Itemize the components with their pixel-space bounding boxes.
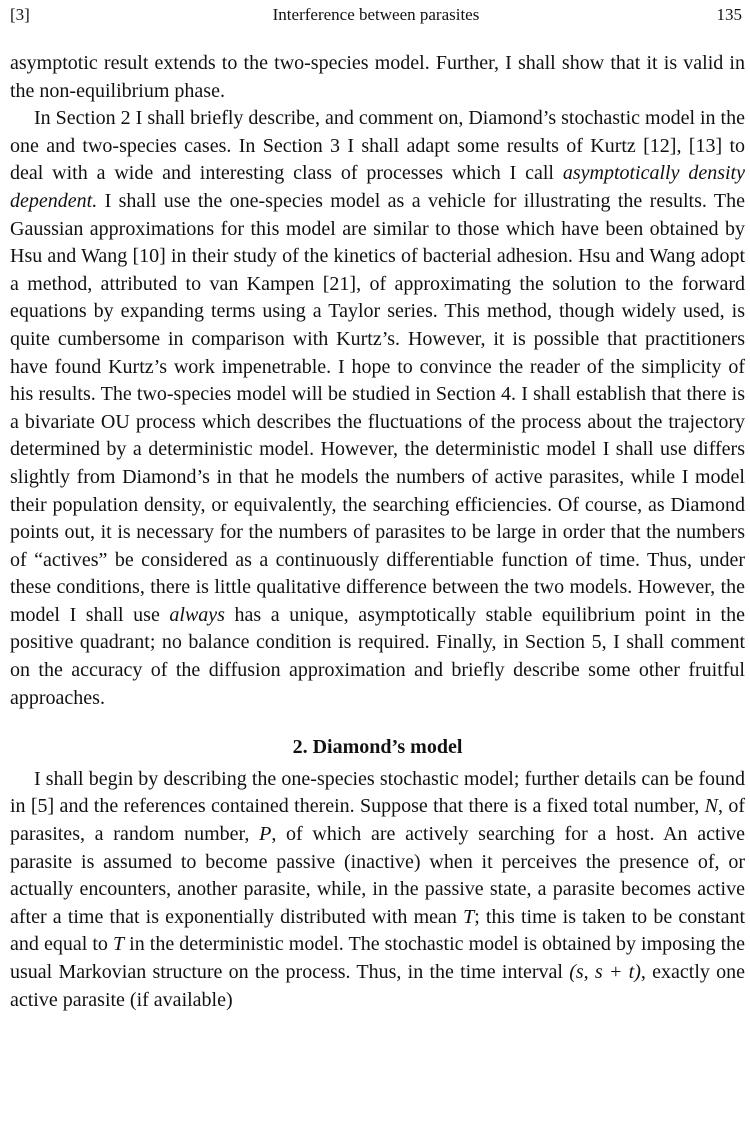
running-head <box>10 2 742 28</box>
outline-text-2: I shall use the one-species model as a vehicle for illustrating the results. The Gaussian approximations for this model are similar to those which have been obtained by Hsu and Wang [10] in their study of the kinetics of bacterial adhesion. Hsu and Wang adopt a method, attributed to van Kampen [21], of approximating the solution to the forward equations by expanding terms using a Taylor series. This method, though widely used, is quite cumbersome in comparison with Kurtz’s. However, it is possible that practitioners have found Kurtz’s work impenetrable. I hope to convince the reader of the simplicity of his results. The two-species model will be studied in Section 4. I shall establish that there is a bivariate OU process which describes the fluctuations of the process about the trajectory determined by a deterministic model. However, the deterministic model I shall use differs slightly from Diamond’s in that he models the numbers of active parasites, while I model their population density, or equivalently, the searching efficiencies. Of course, as Diamond points out, it is necessary for the numbers of parasites to be large in order that the numbers of “actives” be considered as a continuously differentiable function of time. Thus, under these conditions, there is little qualitative difference between the two models. However, the model I shall use <box>10 189 745 626</box>
model-text-1: I shall begin by describing the one-species stochastic model; further details can be found in [5] and the references contained therein. Suppose that there is a fixed total number, <box>10 767 745 818</box>
outline-emphasis-term: asymptotically density dependent. <box>10 162 745 212</box>
running-title: Interference between parasites <box>272 5 480 24</box>
model-text-5: in the deterministic model. The stochastic model is obtained by imposing the usual Markovian structure on the process. Thus, in the time interval <box>10 933 746 983</box>
paragraph-continuation: asymptotic result extends to the two-species model. Further, I shall show that it is valid in the non-equilibrium phase. <box>10 52 745 102</box>
paragraph-model <box>10 766 745 1014</box>
outline-emphasis-always: always <box>169 603 225 626</box>
paragraph-outline <box>10 105 745 712</box>
model-text-4: ; this time is taken to be constant and equal to <box>10 905 746 956</box>
section-reference: [3] <box>10 5 30 24</box>
model-text-6: , exactly one active parasite (if available) <box>10 961 745 1011</box>
outline-text-1: In Section 2 I shall briefly describe, and comment on, Diamond’s stochastic model in the one and two-species cases. In Section 3 I shall adapt some results of Kurtz [12], [13] to deal with a wide and interesting class of processes which I call <box>10 107 745 185</box>
model-text-3: , of which are actively searching for a host. An active parasite is assumed to become passive (inactive) when it perceives the presence of, or actually encounters, another parasite, while, in the passive state, a parasite becomes active after a time that is exponentially distributed with mean <box>10 823 745 928</box>
symbol-T-deterministic: T <box>112 933 125 956</box>
page-number: 135 <box>716 5 742 24</box>
model-text-2: , of parasites, a random number, <box>10 795 745 846</box>
symbol-P: P <box>259 823 272 846</box>
symbol-N: N <box>704 795 718 818</box>
body-text <box>10 50 745 1014</box>
section-heading: 2. Diamond’s model <box>292 736 463 759</box>
outline-text-3: has a unique, asymptotically stable equilibrium point in the positive quadrant; no balance condition is required. Finally, in Section 5, I shall comment on the accuracy of the diffusion approximation and briefly describe some other fruitful approaches. <box>10 603 745 709</box>
symbol-T: T <box>463 905 475 928</box>
time-interval: (s, s + t) <box>569 961 641 983</box>
